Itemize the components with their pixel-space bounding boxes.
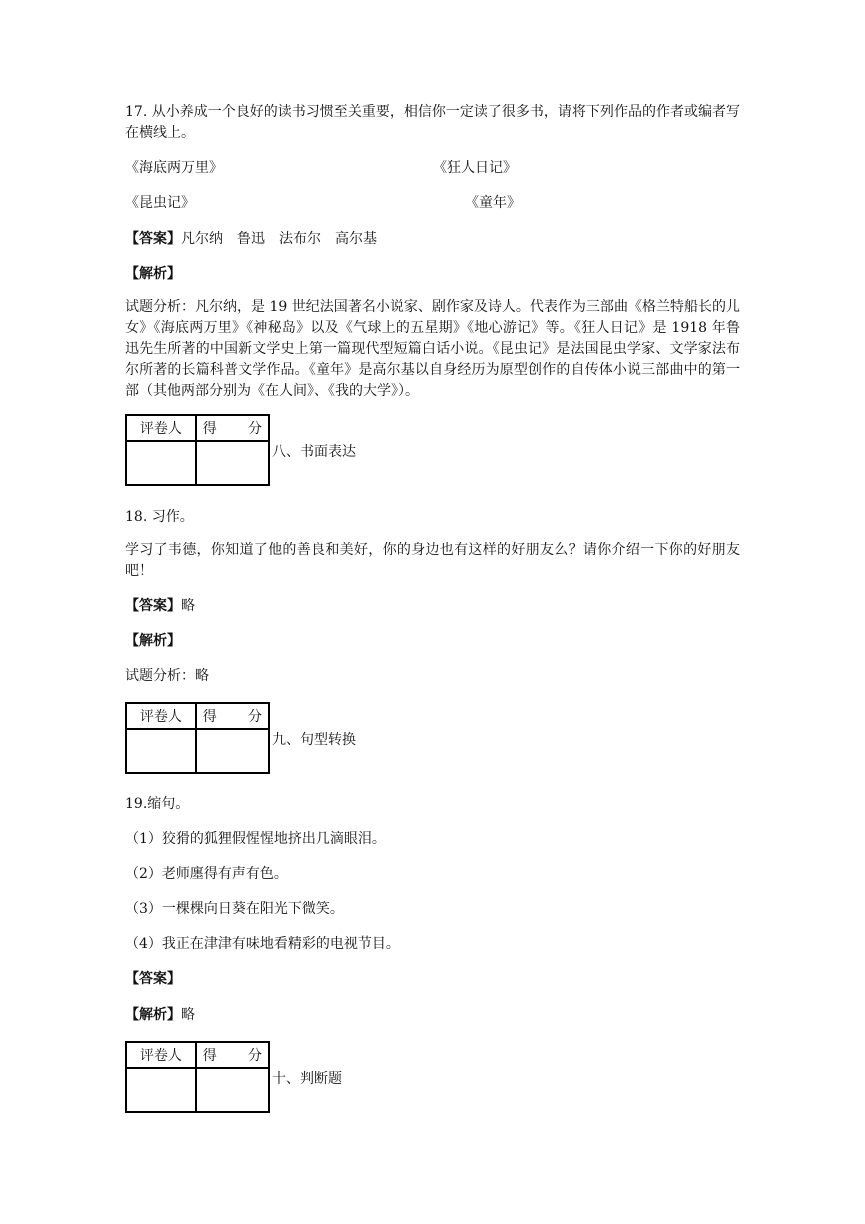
- score-label: 得 分: [196, 1042, 269, 1068]
- reviewer-cell: [126, 441, 196, 485]
- score-cell: [196, 729, 269, 773]
- q18-analysis: 试题分析：略: [125, 668, 209, 684]
- analysis-text: 略: [181, 1007, 195, 1023]
- q19-prompt: 19.缩句。: [125, 796, 190, 812]
- q17-work-1: 《海底两万里》: [125, 160, 223, 176]
- q17-work-3: 《昆虫记》: [125, 195, 195, 211]
- analysis-tag: 【解析】: [125, 1007, 181, 1023]
- q17-prompt: 17. 从小养成一个良好的读书习惯至关重要，相信你一定读了很多书，请将下列作品的作者或编者写在横线上。: [125, 104, 740, 141]
- score-table: [125, 1041, 270, 1113]
- section-10-title: 十、判断题: [272, 1071, 342, 1087]
- answer-tag: 【答案】: [125, 231, 181, 247]
- q19-item-1: （1）狡猾的狐狸假惺惺地挤出几滴眼泪。: [125, 831, 386, 847]
- score-label: 得 分: [196, 703, 269, 729]
- q17-work-4: 《童年》: [465, 195, 521, 211]
- q19-item-4: （4）我正在津津有味地看精彩的电视节目。: [125, 936, 400, 952]
- q18-prompt: 18. 习作。: [125, 509, 194, 525]
- answer-text: 凡尔纳 鲁迅 法布尔 高尔基: [181, 231, 377, 247]
- answer-text: 略: [181, 598, 195, 614]
- q17-work-2: 《狂人日记》: [433, 160, 517, 176]
- q18-answer: [125, 596, 195, 616]
- q17-analysis: 试题分析：凡尔纳，是 19 世纪法国著名小说家、剧作家及诗人。代表作为三部曲《格兰特船长的儿女》《海底两万里》《神秘岛》以及《气球上的五星期》《地心游记》等。《狂人日记》是 1918 年鲁迅先生所著的中国新文学史上第一篇现代型短篇白话小说。《昆虫记》是法国昆虫学家、文学家法布尔所著的长篇科普文学作品。《童年》是高尔基以自身经历为原型创作的自传体小说三部曲中的第一部（其他两部分别为《在人间》、《我的大学》）。: [125, 299, 740, 399]
- q19-answer-tag: 【答案】: [125, 971, 181, 987]
- score-table: [125, 702, 270, 774]
- reviewer-cell: [126, 729, 196, 773]
- q18-analysis-tag: 【解析】: [125, 633, 181, 649]
- q17-analysis-tag: 【解析】: [125, 266, 181, 282]
- score-table: [125, 414, 270, 486]
- section-8-title: 八、书面表达: [272, 444, 356, 460]
- q17-answer: [125, 229, 377, 249]
- section-9-title: 九、句型转换: [272, 732, 356, 748]
- reviewer-label: 评卷人: [126, 1042, 196, 1068]
- reviewer-cell: [126, 1068, 196, 1112]
- q19-analysis: [125, 1005, 195, 1025]
- reviewer-label: 评卷人: [126, 703, 196, 729]
- score-cell: [196, 1068, 269, 1112]
- reviewer-label: 评卷人: [126, 415, 196, 441]
- score-cell: [196, 441, 269, 485]
- answer-tag: 【答案】: [125, 598, 181, 614]
- q18-body: 学习了韦德，你知道了他的善良和美好，你的身边也有这样的好朋友么？请你介绍一下你的好朋友吧！: [125, 542, 740, 579]
- score-label: 得 分: [196, 415, 269, 441]
- q19-item-3: （3）一棵棵向日葵在阳光下微笑。: [125, 901, 344, 917]
- q19-item-2: （2）老师廛得有声有色。: [125, 866, 288, 882]
